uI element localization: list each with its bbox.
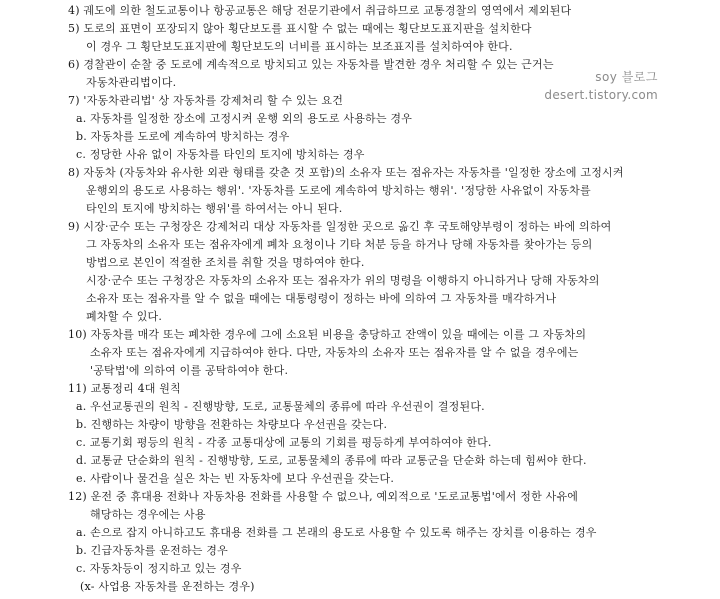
text-line: 12) 운전 중 휴대용 전화나 자동차용 전화를 사용할 수 없으나, 예외적으로 '도로교통법'에서 정한 사유에 bbox=[68, 490, 579, 503]
text-line: 이 경우 그 횡단보도표지판에 횡단보도의 너비를 표시하는 보조표지를 설치하여야 한다. bbox=[86, 40, 513, 53]
text-line: b. 자동차를 도로에 계속하여 방치하는 경우 bbox=[76, 130, 290, 143]
text-line: (x- 사업용 자동차를 운전하는 경우) bbox=[80, 580, 255, 593]
text-line: c. 정당한 사유 없이 자동차를 타인의 토지에 방치하는 경우 bbox=[76, 148, 365, 161]
text-line: a. 우선교통권의 원칙 - 진행방향, 도로, 교통물체의 종류에 따라 우선권이 결정된다. bbox=[76, 400, 485, 413]
text-line: d. 교통균 단순화의 원칙 - 진행방향, 도로, 교통물체의 종류에 따라 교통군을 단순화 하는데 힘써야 한다. bbox=[76, 454, 587, 467]
text-line: b. 진행하는 차량이 방향을 전환하는 차량보다 우선권을 갖는다. bbox=[76, 418, 388, 431]
text-line: 그 자동차의 소유자 또는 점유자에게 폐차 요청이나 기타 처분 등을 하거나 당해 자동차를 찾아가는 등의 bbox=[86, 238, 593, 251]
text-line: 해당하는 경우에는 사용 bbox=[90, 508, 206, 521]
text-line: 시장·군수 또는 구청장은 자동차의 소유자 또는 점유자가 위의 명령을 이행하지 아니하거나 당해 자동차의 bbox=[86, 274, 600, 287]
text-line: c. 교통기회 평등의 원칙 - 각종 교통대상에 교통의 기회를 평등하게 부여하여야 한다. bbox=[76, 436, 492, 449]
text-line: 폐차할 수 있다. bbox=[86, 310, 163, 323]
text-line: 자동차관리법이다. bbox=[86, 76, 177, 89]
text-line: 4) 궤도에 의한 철도교통이나 항공교통은 해당 전문기관에서 취급하므로 교통경찰의 영역에서 제외된다 bbox=[68, 4, 572, 17]
text-line: 소유자 또는 점유자를 알 수 없을 때에는 대통령령이 정하는 바에 의하여 그 자동차를 매각하거나 bbox=[86, 292, 557, 305]
text-line: b. 긴급자동차를 운전하는 경우 bbox=[76, 544, 228, 557]
text-line: 11) 교통정리 4대 원칙 bbox=[68, 382, 181, 395]
text-line: 타인의 토지에 방치하는 행위'를 하여서는 아니 된다. bbox=[86, 202, 343, 215]
text-line: 5) 도로의 표면이 포장되지 않아 횡단보도를 표시할 수 없는 때에는 횡단보도표지판을 설치한다 bbox=[68, 22, 532, 35]
text-line: 9) 시장·군수 또는 구청장은 강제처리 대상 자동차를 일정한 곳으로 옮긴 후 국토해양부령이 정하는 바에 의하여 bbox=[68, 220, 612, 233]
text-line: c. 자동차등이 정지하고 있는 경우 bbox=[76, 562, 242, 575]
text-line: 방법으로 본인이 적절한 조치를 취할 것을 명하여야 한다. bbox=[86, 256, 365, 269]
text-line: 10) 자동차를 매각 또는 폐차한 경우에 그에 소요된 비용을 충당하고 잔액이 있을 때에는 이를 그 자동차의 bbox=[68, 328, 587, 341]
text-line: e. 사람이나 물건을 실은 차는 빈 자동차에 보다 우선권을 갖는다. bbox=[76, 472, 395, 485]
text-line: '공탁법'에 의하여 이를 공탁하여야 한다. bbox=[90, 364, 289, 377]
blog-watermark bbox=[544, 68, 658, 104]
text-line: 7) '자동차관리법' 상 자동차를 강제처리 할 수 있는 요건 bbox=[68, 94, 344, 107]
text-line: 소유자 또는 점유자에게 지급하여야 한다. 다만, 자동차의 소유자 또는 점유자를 알 수 없을 경우에는 bbox=[90, 346, 579, 359]
text-line: a. 손으로 잡지 아니하고도 휴대용 전화를 그 본래의 용도로 사용할 수 있도록 해주는 장치를 이용하는 경우 bbox=[76, 526, 597, 539]
text-line: 8) 자동차 (자동차와 유사한 외관 형태를 갖춘 것 포함)의 소유자 또는 점유자는 자동차를 '일정한 장소에 고정시켜 bbox=[68, 166, 624, 179]
text-line: 운행외의 용도로 사용하는 행위'. '자동차를 도로에 계속하여 방치하는 행위'. '정당한 사유없이 자동차를 bbox=[86, 184, 591, 197]
text-line: a. 자동차를 일정한 장소에 고정시켜 운행 외의 용도로 사용하는 경우 bbox=[76, 112, 413, 125]
watermark-blog-url: desert.tistory.com bbox=[544, 88, 658, 102]
watermark-blog-name: soy 블로그 bbox=[595, 70, 658, 84]
text-line: 6) 경찰관이 순찰 중 도로에 계속적으로 방치되고 있는 자동차를 발견한 경우 처리할 수 있는 근거는 bbox=[68, 58, 554, 71]
